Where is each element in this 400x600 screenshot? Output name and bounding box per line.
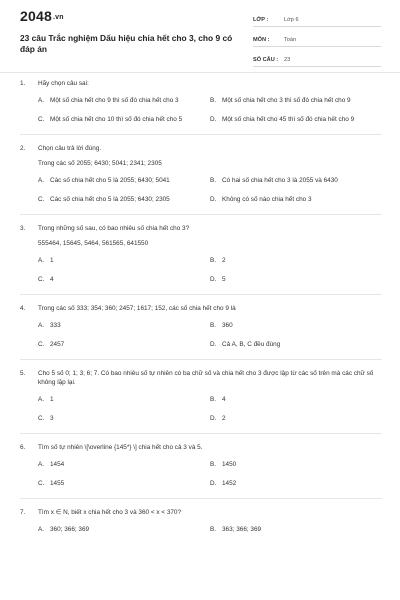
meta-value: 23 (284, 57, 291, 63)
option-text: 1450 (222, 461, 237, 468)
question-text: Tìm số tự nhiên \[\overline {145*} \] chia hết cho cả 3 và 5. (38, 444, 203, 451)
answer-option[interactable] (38, 525, 210, 534)
question-3 (20, 224, 382, 284)
answer-options (38, 525, 382, 534)
option-letter: A. (38, 526, 45, 533)
answer-option[interactable] (210, 256, 382, 265)
option-letter: D. (210, 341, 217, 348)
option-text: 363; 366; 369 (222, 526, 262, 533)
answer-option[interactable] (210, 340, 382, 349)
option-text: Một số chia hết cho 45 thì số đó chia hết cho 9 (222, 116, 355, 123)
question-stem (20, 224, 382, 233)
answer-option[interactable] (210, 479, 382, 488)
option-text: Các số chia hết cho 5 là 2055; 6430; 5041 (50, 177, 170, 184)
meta-row-class (253, 10, 381, 27)
answer-option[interactable] (210, 414, 382, 423)
answer-option[interactable] (38, 96, 210, 105)
question-stem (20, 79, 382, 88)
option-letter: C. (38, 196, 45, 203)
answer-option[interactable] (210, 321, 382, 330)
option-letter: B. (210, 396, 217, 403)
meta-row-subject (253, 30, 381, 47)
option-letter: A. (38, 461, 45, 468)
option-text: 3 (50, 415, 54, 422)
answer-option[interactable] (38, 275, 210, 284)
option-letter: C. (38, 480, 45, 487)
question-number: 3. (20, 225, 26, 232)
option-letter: D. (210, 480, 217, 487)
question-divider (20, 134, 382, 135)
option-letter: C. (38, 116, 45, 123)
question-4 (20, 304, 382, 349)
answer-option[interactable] (210, 195, 382, 204)
question-divider (20, 433, 382, 434)
answer-options (38, 256, 382, 284)
question-stem (20, 369, 382, 387)
answer-option[interactable] (38, 395, 210, 404)
option-text: Một số chia hết cho 9 thì số đó chia hết cho 3 (50, 97, 179, 104)
question-stem (20, 304, 382, 313)
option-letter: D. (210, 415, 217, 422)
answer-option[interactable] (38, 256, 210, 265)
option-text: 360; 366; 369 (50, 526, 90, 533)
answer-option[interactable] (38, 460, 210, 469)
option-letter: A. (38, 97, 45, 104)
worksheet-meta (253, 10, 381, 70)
option-text: 4 (50, 276, 54, 283)
option-text: 1455 (50, 480, 65, 487)
answer-option[interactable] (210, 395, 382, 404)
question-6 (20, 443, 382, 488)
option-text: 2457 (50, 341, 65, 348)
meta-label: SỐ CÂU : (253, 57, 279, 63)
meta-row-count (253, 50, 381, 67)
option-letter: C. (38, 276, 45, 283)
question-2 (20, 144, 382, 204)
option-letter: B. (210, 97, 217, 104)
answer-option[interactable] (210, 275, 382, 284)
option-text: 2 (222, 257, 226, 264)
question-number: 6. (20, 444, 26, 451)
question-data-line: 555464, 15645, 5464, 561565, 641550 (38, 240, 149, 247)
option-letter: D. (210, 116, 217, 123)
option-text: Cả A, B, C đều đúng (222, 341, 281, 348)
question-stem (20, 144, 382, 153)
question-text: Tìm x ∈ N, biết x chia hết cho 3 và 360 < x < 370? (38, 509, 182, 516)
question-text: Hãy chọn câu sai: (38, 80, 89, 87)
option-letter: C. (38, 415, 45, 422)
worksheet-header (0, 0, 400, 73)
option-text: 2 (222, 415, 226, 422)
question-7 (20, 508, 382, 534)
option-text: 333 (50, 322, 61, 329)
answer-options (38, 460, 382, 488)
option-text: 4 (222, 396, 226, 403)
answer-option[interactable] (38, 340, 210, 349)
question-stem (20, 443, 382, 452)
option-text: 5 (222, 276, 226, 283)
option-text: 360 (222, 322, 233, 329)
question-divider (20, 498, 382, 499)
option-letter: B. (210, 461, 217, 468)
answer-option[interactable] (38, 321, 210, 330)
option-letter: D. (210, 276, 217, 283)
option-text: Các số chia hết cho 5 là 2055; 6430; 2305 (50, 196, 170, 203)
option-text: Không có số nào chia hết cho 3 (222, 196, 312, 203)
question-1 (20, 79, 382, 124)
answer-options (38, 176, 382, 204)
answer-option[interactable] (210, 460, 382, 469)
option-letter: B. (210, 177, 217, 184)
answer-option[interactable] (210, 176, 382, 185)
question-number: 5. (20, 370, 26, 377)
answer-options (38, 395, 382, 423)
answer-options (38, 321, 382, 349)
question-number: 1. (20, 80, 26, 87)
option-letter: C. (38, 341, 45, 348)
option-letter: A. (38, 322, 45, 329)
answer-option[interactable] (38, 414, 210, 423)
question-divider (20, 294, 382, 295)
option-letter: A. (38, 257, 45, 264)
question-number: 4. (20, 305, 26, 312)
answer-option[interactable] (38, 479, 210, 488)
question-divider (20, 359, 382, 360)
option-letter: B. (210, 257, 217, 264)
worksheet-title: 23 câu Trắc nghiệm Dấu hiệu chia hết cho 3, cho 9 có đáp án (20, 33, 233, 54)
option-text: 1454 (50, 461, 65, 468)
answer-options (38, 96, 382, 124)
question-5 (20, 369, 382, 423)
option-letter: A. (38, 396, 45, 403)
question-text: Chọn câu trả lời đúng. (38, 145, 102, 152)
question-data-line: Trong các số 2055; 6430; 5041; 2341; 2305 (38, 160, 162, 167)
question-stem (20, 508, 382, 517)
question-text: Cho 5 số 0; 1; 3; 6; 7. Có bao nhiêu số tự nhiên có ba chữ số và chia hết cho 3 được lập từ các số trên mà các chữ số không lặp lại. (38, 370, 374, 386)
option-text: Một số chia hết cho 3 thì số đó chia hết cho 9 (222, 97, 351, 104)
option-letter: B. (210, 526, 217, 533)
site-logo[interactable]: 2048.vn (20, 8, 64, 24)
option-letter: A. (38, 177, 45, 184)
option-text: Có hai số chia hết cho 3 là 2055 và 6430 (222, 177, 338, 184)
answer-option[interactable] (38, 176, 210, 185)
answer-option[interactable] (210, 96, 382, 105)
question-text: Trong các số 333; 354; 360; 2457; 1617; 152, các số chia hết cho 9 là (38, 305, 236, 312)
option-text: 1452 (222, 480, 237, 487)
question-divider (20, 214, 382, 215)
option-text: 1 (50, 396, 54, 403)
answer-option[interactable] (210, 115, 382, 124)
answer-option[interactable] (210, 525, 382, 534)
meta-label: MÔN : (253, 37, 270, 43)
meta-label: LỚP : (253, 17, 269, 23)
question-number: 2. (20, 145, 26, 152)
option-letter: D. (210, 196, 217, 203)
answer-option[interactable] (38, 195, 210, 204)
question-list (20, 79, 382, 534)
option-text: Một số chia hết cho 10 thì số đó chia hết cho 5 (50, 116, 183, 123)
meta-value: Toán (284, 37, 297, 43)
meta-value: Lớp 6 (284, 17, 299, 23)
option-letter: B. (210, 322, 217, 329)
option-text: 1 (50, 257, 54, 264)
question-number: 7. (20, 509, 26, 516)
answer-option[interactable] (38, 115, 210, 124)
question-text: Trong những số sau, có bao nhiêu số chia hết cho 3? (38, 225, 190, 232)
